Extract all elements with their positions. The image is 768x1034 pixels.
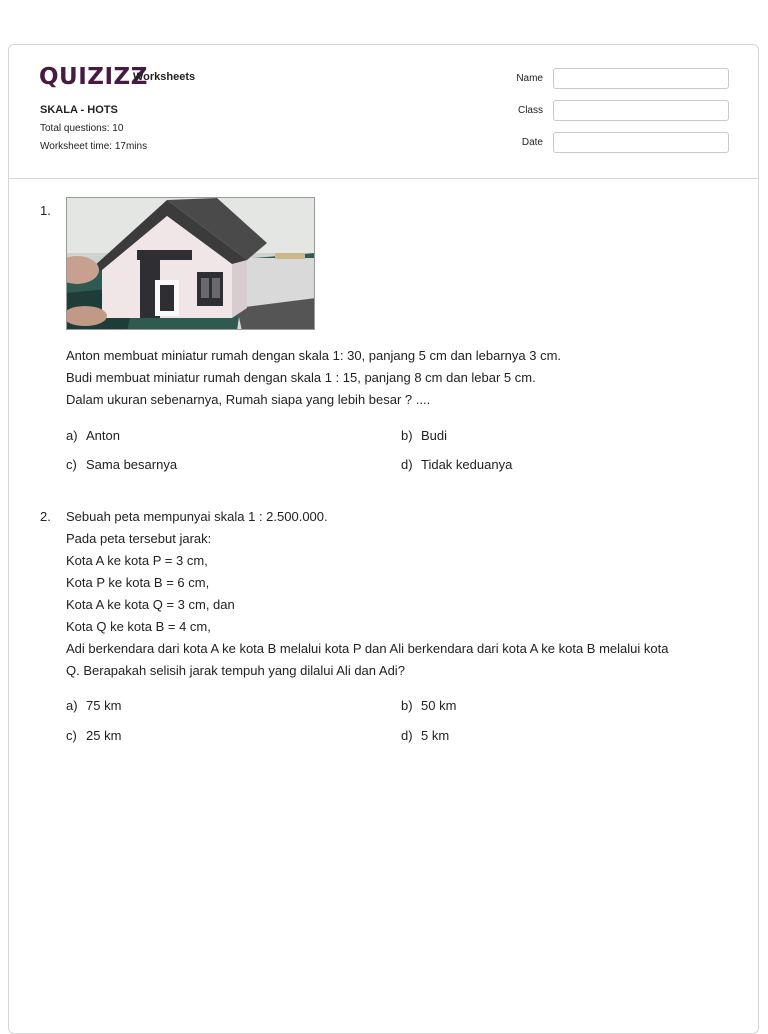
option-text: 5 km (421, 728, 450, 743)
date-field[interactable] (553, 132, 729, 153)
house-miniature-photo (66, 197, 315, 330)
question-text-line: Q. Berapakah selisih jarak tempuh yang dilalui Ali dan Adi? (66, 663, 405, 678)
question-text-line: Dalam ukuran sebenarnya, Rumah siapa yang lebih besar ? .... (66, 392, 431, 407)
logo-subtitle: Worksheets (133, 71, 196, 83)
question-text-line: Adi berkendara dari kota A ke kota B melalui kota P dan Ali berkendara dari kota A ke kota B melalui kota (66, 641, 669, 656)
answer-option[interactable] (401, 457, 512, 472)
answer-option[interactable] (66, 698, 121, 713)
worksheet-time: Worksheet time: 17mins (40, 141, 148, 152)
option-key: b) (401, 428, 413, 443)
answer-option[interactable] (66, 428, 120, 443)
option-key: c) (66, 457, 77, 472)
option-key: d) (401, 457, 413, 472)
class-label: Class (517, 105, 543, 116)
option-key: b) (401, 698, 413, 713)
option-text: 25 km (86, 728, 122, 743)
quizizz-logo: QUIZIZZ (39, 64, 148, 90)
question-number: 1. (40, 203, 51, 218)
answer-option[interactable] (66, 728, 121, 743)
question-text-line: Kota A ke kota Q = 3 cm, dan (66, 597, 235, 612)
question-text-line: Pada peta tersebut jarak: (66, 531, 212, 546)
option-key: d) (401, 728, 413, 743)
question-text-line: Anton membuat miniatur rumah dengan skala 1: 30, panjang 5 cm dan lebarnya 3 cm. (66, 348, 562, 363)
option-text: Tidak keduanya (421, 457, 513, 472)
option-key: a) (66, 428, 78, 443)
question-text-line: Kota A ke kota P = 3 cm, (66, 553, 208, 568)
worksheet-title: SKALA - HOTS (40, 104, 118, 116)
worksheet-page (8, 44, 759, 1034)
option-text: Anton (86, 428, 120, 443)
option-text: 50 km (421, 698, 457, 713)
total-questions: Total questions: 10 (40, 123, 124, 134)
option-key: c) (66, 728, 77, 743)
name-label: Name (516, 73, 543, 84)
name-field[interactable] (553, 68, 729, 89)
answer-option[interactable] (66, 457, 177, 472)
option-text: Budi (421, 428, 448, 443)
date-label: Date (521, 137, 543, 148)
answer-option[interactable] (401, 728, 449, 743)
question-number: 2. (40, 509, 51, 524)
class-field[interactable] (553, 100, 729, 121)
question-text-line: Sebuah peta mempunyai skala 1 : 2.500.000. (66, 509, 328, 524)
question-text-line: Kota Q ke kota B = 4 cm, (66, 619, 211, 634)
worksheet-header (9, 45, 758, 179)
option-text: Sama besarnya (86, 457, 178, 472)
question-text-line: Kota P ke kota B = 6 cm, (66, 575, 210, 590)
question-text-line: Budi membuat miniatur rumah dengan skala 1 : 15, panjang 8 cm dan lebar 5 cm. (66, 370, 536, 385)
option-key: a) (66, 698, 78, 713)
option-text: 75 km (86, 698, 122, 713)
answer-option[interactable] (401, 428, 447, 443)
answer-option[interactable] (401, 698, 456, 713)
